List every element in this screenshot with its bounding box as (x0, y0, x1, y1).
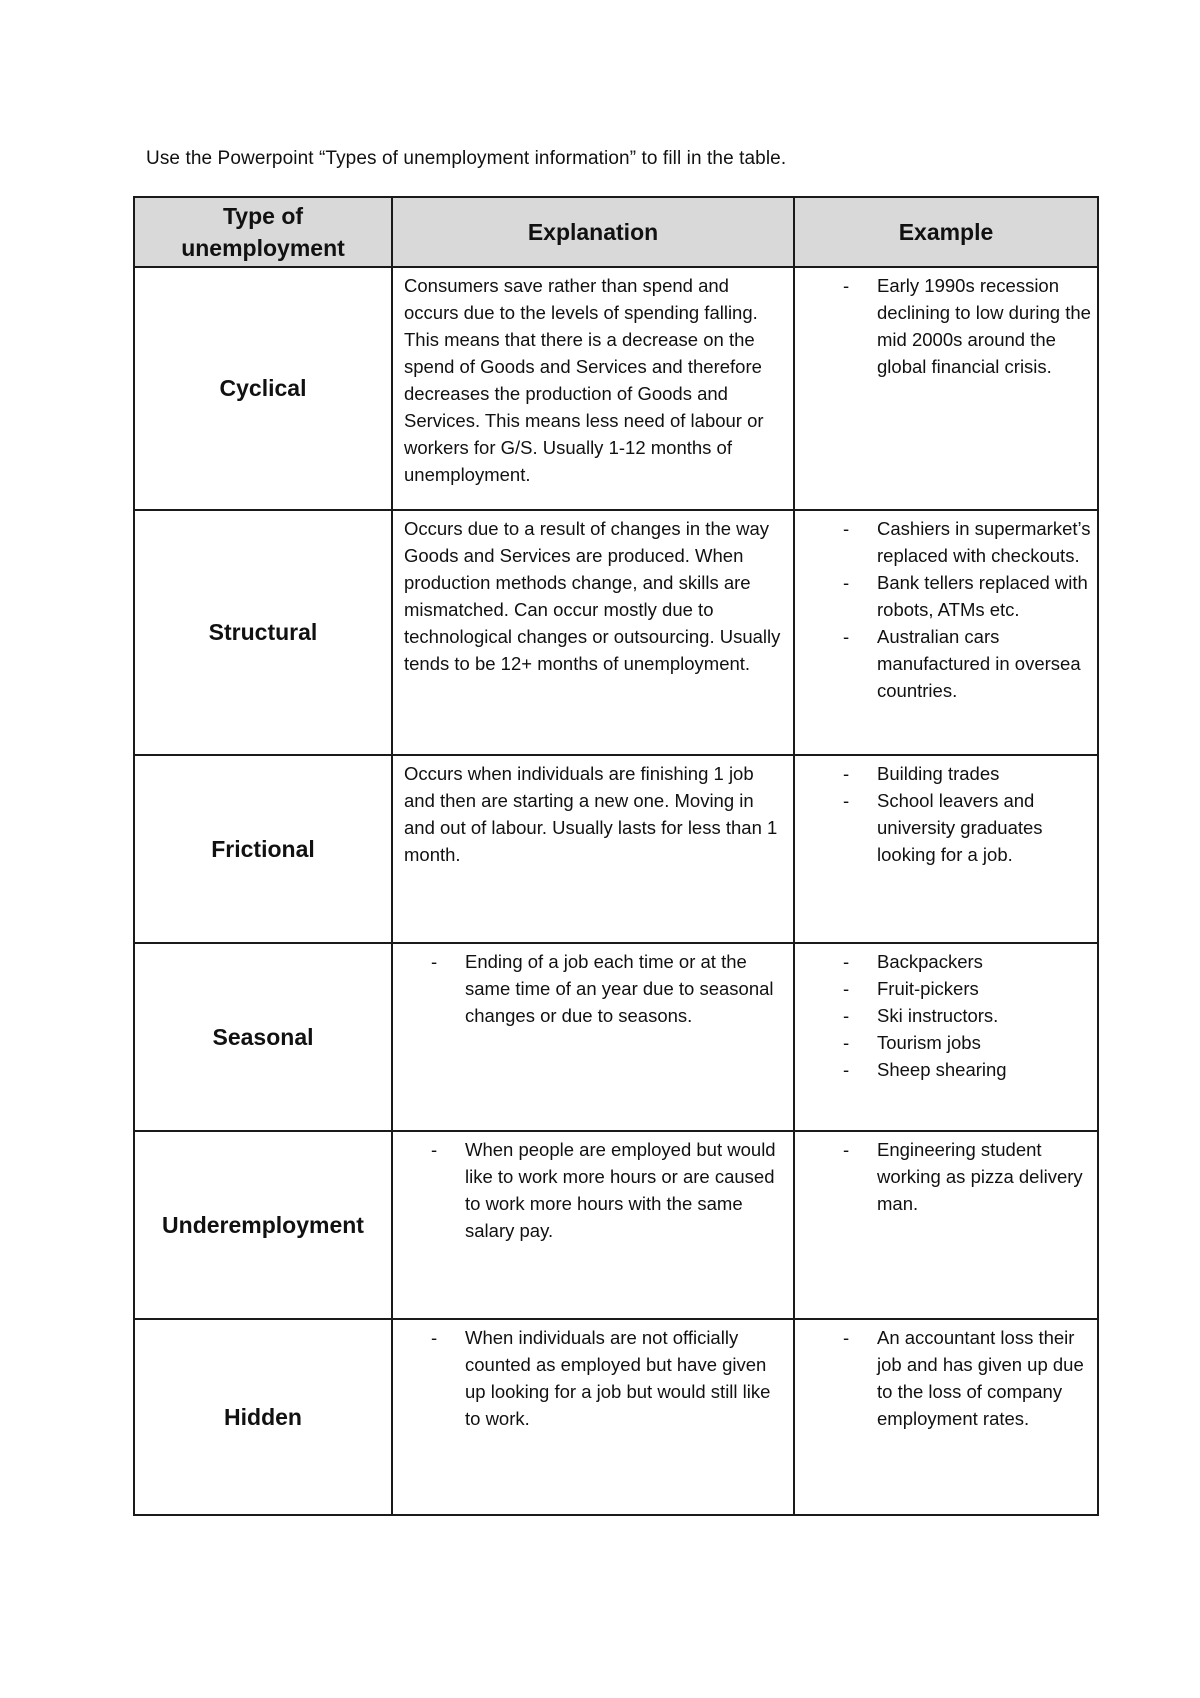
table-row-underemployment (134, 1131, 1098, 1319)
example-list (795, 1136, 1091, 1217)
example-list (795, 760, 1091, 868)
list-item: - Building trades (795, 760, 1091, 787)
dash-bullet: - (843, 790, 850, 811)
explanation-cell (392, 1131, 794, 1319)
list-item: - Sheep shearing (795, 1056, 1091, 1083)
example-list (795, 515, 1091, 704)
table-row-frictional (134, 755, 1098, 943)
list-item: - Australian cars manufactured in oversea countries. (795, 623, 1091, 704)
instruction-text: Use the Powerpoint “Types of unemployment information” to fill in the table. (146, 148, 787, 169)
dash-bullet: - (843, 951, 850, 972)
header-type: Type of unemployment (134, 197, 392, 267)
explanation-cell (392, 943, 794, 1131)
example-cell (794, 943, 1098, 1131)
list-item: - When people are employed but would like to work more hours or are caused to work more hours with the same salary pay. (393, 1136, 783, 1244)
dash-bullet: - (843, 1139, 850, 1160)
explanation-list (393, 1136, 783, 1244)
table-header-row (134, 197, 1098, 267)
explanation-cell (392, 267, 794, 510)
example-cell (794, 755, 1098, 943)
list-item: - Early 1990s recession declining to low during the mid 2000s around the global financial crisis. (795, 272, 1091, 380)
dash-bullet: - (843, 626, 850, 647)
table-row-cyclical (134, 267, 1098, 510)
dash-bullet: - (843, 1032, 850, 1053)
example-cell (794, 510, 1098, 755)
list-item: - School leavers and university graduates looking for a job. (795, 787, 1091, 868)
explanation-cell (392, 510, 794, 755)
header-example: Example (794, 197, 1098, 267)
explanation-text: Occurs when individuals are finishing 1 job and then are starting a new one. Moving in and out of labour. Usually lasts for less than 1 month. (404, 763, 778, 865)
dash-bullet: - (843, 763, 850, 784)
type-cell: Underemployment (134, 1131, 392, 1319)
example-list (795, 1324, 1091, 1432)
header-explanation: Explanation (392, 197, 794, 267)
explanation-cell (392, 755, 794, 943)
example-list (795, 948, 1091, 1083)
explanation-list (393, 948, 783, 1029)
list-item: - Backpackers (795, 948, 1091, 975)
type-cell: Frictional (134, 755, 392, 943)
list-item: - Tourism jobs (795, 1029, 1091, 1056)
explanation-text: Consumers save rather than spend and occurs due to the levels of spending falling. This means that there is a decrease on the spend of Goods and Services and therefore decreases the production of Goods and Services. This means less need of labour or workers for G/S. Usually 1-12 months of unemployment. (404, 275, 764, 485)
dash-bullet: - (431, 1327, 438, 1348)
dash-bullet: - (843, 1005, 850, 1026)
explanation-cell (392, 1319, 794, 1515)
list-item: - When individuals are not officially counted as employed but have given up looking for a job but would still like to work. (393, 1324, 783, 1432)
dash-bullet: - (843, 275, 850, 296)
unemployment-types-table (133, 196, 1099, 1516)
list-item: - Bank tellers replaced with robots, ATMs etc. (795, 569, 1091, 623)
list-item: - An accountant loss their job and has given up due to the loss of company employment rates. (795, 1324, 1091, 1432)
table-row-hidden (134, 1319, 1098, 1515)
list-item: - Fruit-pickers (795, 975, 1091, 1002)
dash-bullet: - (843, 1059, 850, 1080)
example-cell (794, 267, 1098, 510)
table-row-structural (134, 510, 1098, 755)
type-cell: Seasonal (134, 943, 392, 1131)
dash-bullet: - (843, 572, 850, 593)
dash-bullet: - (843, 1327, 850, 1348)
table-row-seasonal (134, 943, 1098, 1131)
explanation-text: Occurs due to a result of changes in the way Goods and Services are produced. When production methods change, and skills are mismatched. Can occur mostly due to technological changes or outsourcing. Usually tends to be 12+ months of unemployment. (404, 518, 781, 674)
list-item: - Ending of a job each time or at the same time of an year due to seasonal changes or due to seasons. (393, 948, 783, 1029)
example-cell (794, 1131, 1098, 1319)
type-cell: Hidden (134, 1319, 392, 1515)
list-item: - Engineering student working as pizza delivery man. (795, 1136, 1091, 1217)
list-item: - Ski instructors. (795, 1002, 1091, 1029)
example-list (795, 272, 1091, 380)
dash-bullet: - (843, 518, 850, 539)
explanation-list (393, 1324, 783, 1432)
dash-bullet: - (431, 951, 438, 972)
list-item: - Cashiers in supermarket’s replaced with checkouts. (795, 515, 1091, 569)
dash-bullet: - (431, 1139, 438, 1160)
type-cell: Cyclical (134, 267, 392, 510)
dash-bullet: - (843, 978, 850, 999)
type-cell: Structural (134, 510, 392, 755)
example-cell (794, 1319, 1098, 1515)
